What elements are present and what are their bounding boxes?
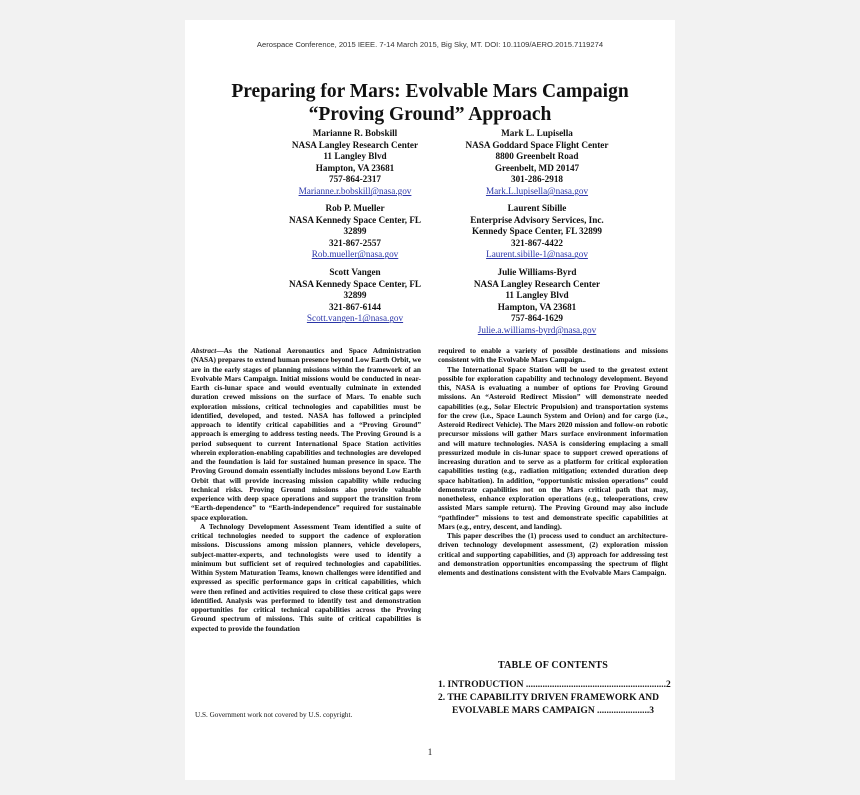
author-block	[442, 267, 632, 337]
author-address: Hampton, VA 23681	[315, 162, 395, 173]
author-phone: 321-867-4422	[510, 237, 564, 248]
right-column	[438, 346, 668, 577]
title-line-1: Preparing for Mars: Evolvable Mars Campaign	[231, 81, 629, 102]
author-address: 32899	[343, 226, 367, 237]
table-of-contents	[438, 679, 671, 718]
author-name: Julie Williams-Byrd	[497, 267, 577, 277]
author-name: Mark L. Lupisella	[501, 128, 573, 138]
copyright-footnote: U.S. Government work not covered by U.S. copyright.	[195, 711, 353, 719]
abstract-label: Abstract	[191, 346, 217, 355]
author-phone: 321-867-2557	[328, 237, 382, 248]
author-address: 8800 Greenbelt Road	[495, 151, 579, 162]
author-address: Hampton, VA 23681	[497, 301, 577, 312]
body-paragraph: This paper describes the (1) process used to conduct an architecture-driven technology development assessment, (2) exploration mission critical and supporting capabilities, and (3) approach for addressing test and demonstration opportunities encompassing the spectrum of flight elements and destinations consistent with the Evolvable Mars Campaign.	[438, 531, 668, 577]
author-name: Marianne R. Bobskill	[312, 128, 398, 138]
author-email-link[interactable]: Julie.a.williams-byrd@nasa.gov	[477, 324, 597, 335]
author-address: 11 Langley Blvd	[505, 290, 569, 301]
author-name: Laurent Sibille	[507, 203, 567, 213]
toc-entry-framework[interactable]: 2. THE CAPABILITY DRIVEN FRAMEWORK AND	[438, 693, 659, 703]
author-address: Greenbelt, MD 20147	[494, 162, 580, 173]
author-block	[260, 267, 450, 325]
toc-entry-introduction[interactable]: 1. INTRODUCTION ...........................................................2	[438, 680, 671, 690]
author-org: NASA Goddard Space Flight Center	[465, 139, 609, 150]
author-email-link[interactable]: Scott.vangen-1@nasa.gov	[306, 313, 404, 324]
abstract-column	[191, 346, 421, 633]
body-paragraph: The International Space Station will be used to the greatest extent possible for exploration capability and technology development. Beyond this, NASA is evaluating a number of options for Proving Ground missions. An “Asteroid Redirect Mission” will demonstrate needed capabilities (e.g., Solar Electric Propulsion) and transportation systems for the crew (i.e., Space Launch System and Orion) and for cargo (i.e., Asteroid Redirect Vehicle). The Mars 2020 mission and follow-on robotic precursor missions will gather Mars surface environment information and will mature technologies. NASA is considering emplacing a small pressurized module in cis-lunar space to support crewed operations of increasing duration and to serve as a platform for critical exploration capabilities testing (e.g., radiation mitigation; extended duration deep space habitation). In addition, “opportunistic mission operations” could demonstrate capabilities not on the Mars critical path that may, nonetheless, enhance exploration operations (e.g., teleoperations, crew assisted Mars sample return). The Proving Ground may also include “pathfinder” missions to test and demonstrate specific capabilities at Mars (e.g., entry, descent, and landing).	[438, 364, 668, 531]
author-block	[442, 128, 632, 198]
author-phone: 301-286-2918	[510, 174, 564, 185]
author-address: 32899	[343, 290, 367, 301]
author-org: NASA Kennedy Space Center, FL	[288, 278, 422, 289]
author-name: Rob P. Mueller	[325, 203, 385, 213]
author-email-link[interactable]: Mark.L.lupisella@nasa.gov	[485, 185, 589, 196]
abstract-paragraph	[191, 346, 421, 522]
abstract-text: —As the National Aeronautics and Space Administration (NASA) prepares to extend human presence beyond Low Earth Orbit, we are in the early stages of planning missions within the framework of an Evolvable Mars Campaign. Initial missions would be conducted in near-Earth cis-lunar space and would eventually culminate in extended duration crewed missions on the surface of Mars. To enable such exploration missions, critical technologies and capabilities must be identified, developed, and tested. NASA has followed a principled approach to identify critical capabilities and a “Proving Ground” approach is emerging to address testing needs. The Proving Ground is a period subsequent to current International Space Station activities wherein exploration-enabling capabilities and technologies are developed and the foundation is laid for sustained human presence in space. The Proving Ground domain essentially includes missions beyond Low Earth Orbit that will provide increasing mission capability while reducing technical risks. Proving Ground missions also provide valuable experience with deep space operations and support the transition from “Earth-dependence” to “Earth-independence” required for sustainable space exploration.	[191, 346, 421, 522]
author-address: Kennedy Space Center, FL 32899	[471, 226, 603, 237]
paper-page	[185, 20, 675, 780]
toc-entry-framework-cont[interactable]: EVOLVABLE MARS CAMPAIGN ......................3	[452, 706, 655, 716]
author-org: NASA Langley Research Center	[473, 278, 601, 289]
author-block	[260, 128, 450, 198]
author-phone: 757-864-2317	[328, 174, 382, 185]
author-block	[442, 203, 632, 261]
author-phone: 757-864-1629	[510, 313, 564, 324]
author-phone: 321-867-6144	[328, 301, 382, 312]
title-line-2: “Proving Ground” Approach	[308, 104, 552, 125]
author-address: 11 Langley Blvd	[323, 151, 387, 162]
toc-heading: TABLE OF CONTENTS	[497, 660, 609, 671]
author-email-link[interactable]: Marianne.r.bobskill@nasa.gov	[298, 185, 412, 196]
author-org: Enterprise Advisory Services, Inc.	[470, 214, 604, 225]
abstract-paragraph: A Technology Development Assessment Team identified a suite of critical technologies needed to support the cadence of exploration missions. Discussions among mission planners, vehicle developers, subject-matter-experts, and technologists were used to identify a minimum but sufficient set of required technologies and capabilities. Within System Maturation Teams, known challenges were identified and expressed as specific performance gaps in critical capabilities, which were then refined and activities required to close these critical gaps were identified. Analysis was performed to identify test and demonstration opportunities for critical technical capabilities across the Proving Ground spectrum of missions. This suite of critical capabilities is expected to provide the foundation	[191, 521, 421, 633]
paper-title	[185, 80, 675, 126]
conference-header: Aerospace Conference, 2015 IEEE. 7-14 March 2015, Big Sky, MT. DOI: 10.1109/AERO.2015.7119274	[256, 40, 604, 49]
author-org: NASA Kennedy Space Center, FL	[288, 214, 422, 225]
author-email-link[interactable]: Rob.mueller@nasa.gov	[311, 249, 399, 260]
page-number: 1	[427, 747, 433, 757]
author-block	[260, 203, 450, 261]
author-email-link[interactable]: Laurent.sibille-1@nasa.gov	[486, 249, 588, 260]
author-name: Scott Vangen	[329, 267, 381, 277]
author-org: NASA Langley Research Center	[291, 139, 419, 150]
body-paragraph: required to enable a variety of possible destinations and missions consistent with the Evolvable Mars Campaign..	[438, 346, 668, 365]
